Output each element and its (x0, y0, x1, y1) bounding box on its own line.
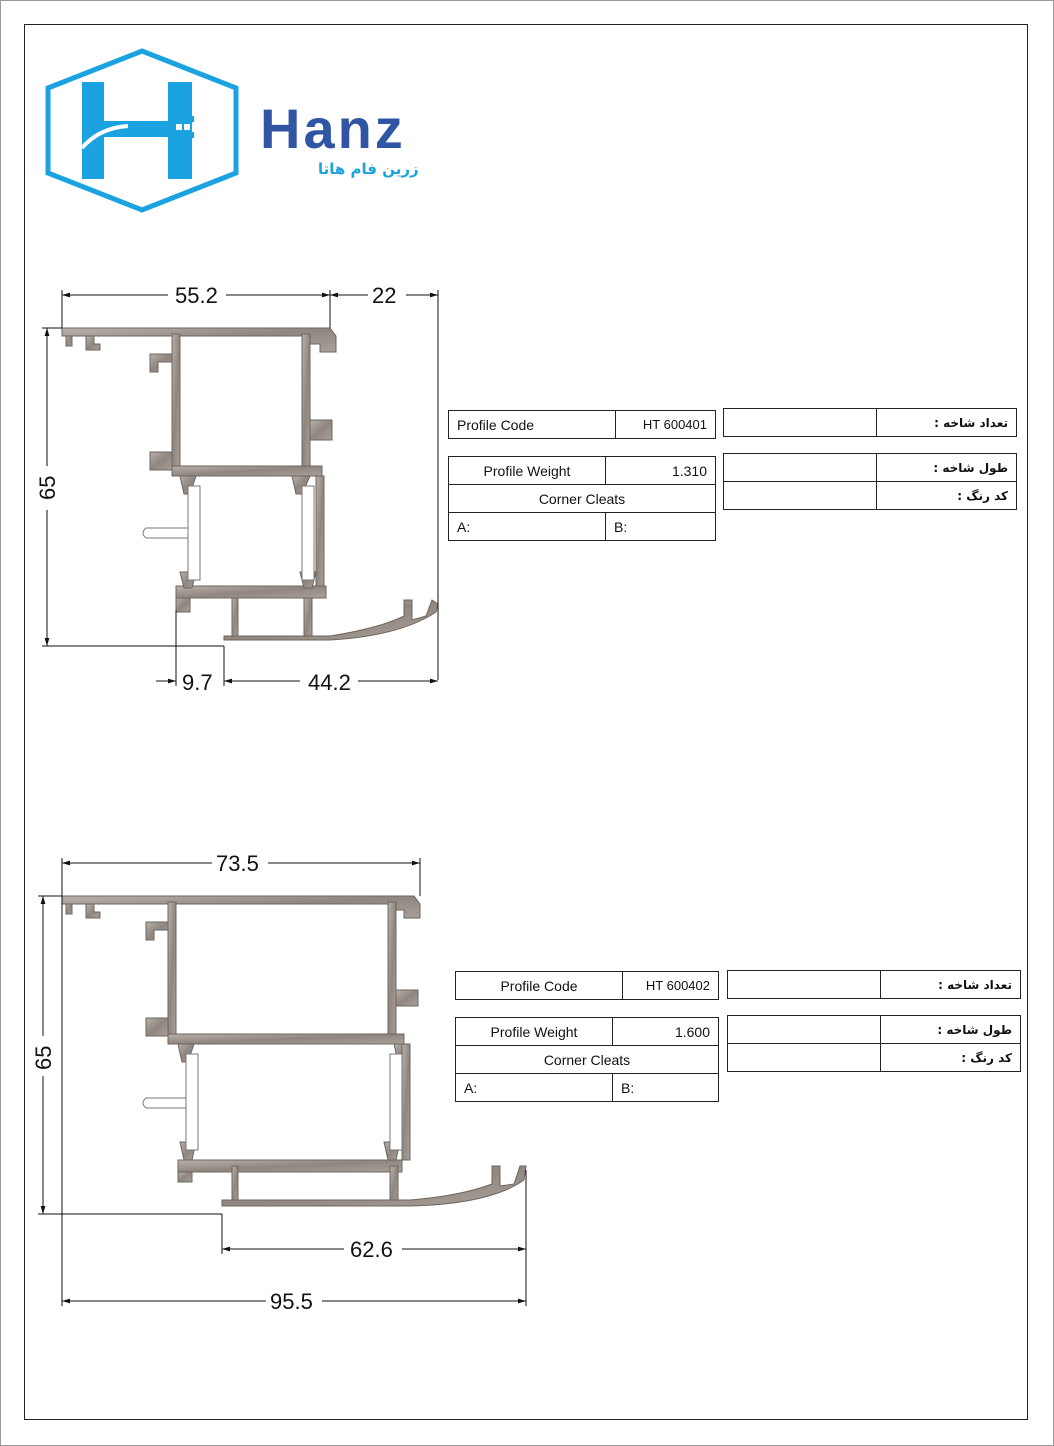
p2-length-value[interactable] (728, 1016, 881, 1044)
p2-color-label: کد رنگ : (881, 1044, 1021, 1072)
profile-1-section (62, 328, 438, 640)
p2-weight-label: Profile Weight (456, 1018, 613, 1046)
p1-color-value[interactable] (724, 482, 877, 510)
brand-name: Hanz (260, 97, 406, 160)
profile-2-dimensions (38, 858, 526, 1306)
p2-cleats-label: Corner Cleats (456, 1046, 719, 1074)
p1-length-value[interactable] (724, 454, 877, 482)
p1-a-label: A: (449, 513, 606, 541)
p2-a-label: A: (456, 1074, 613, 1102)
dim-p2-bottom-total: 95.5 (270, 1289, 313, 1314)
p1-code-label: Profile Code (449, 411, 616, 439)
dim-p1-bottom-a: 9.7 (182, 670, 213, 695)
p2-code-value: HT 600402 (623, 972, 719, 1000)
p1-count-label: تعداد شاخه : (877, 409, 1017, 437)
p2-code-label: Profile Code (456, 972, 623, 1000)
dim-p1-bottom-b: 44.2 (308, 670, 351, 695)
dim-p2-height: 65 (31, 1045, 56, 1070)
dim-p1-height: 65 (35, 475, 60, 500)
p2-count-table (727, 970, 1021, 999)
p1-b-label: B: (606, 513, 716, 541)
p2-weight-table (455, 1017, 719, 1102)
p2-count-value[interactable] (728, 971, 881, 999)
p1-weight-table (448, 456, 716, 541)
p2-length-color-table (727, 1015, 1021, 1072)
p1-weight-label: Profile Weight (449, 457, 606, 485)
p1-code-value: HT 600401 (616, 411, 716, 439)
p1-length-label: طول شاخه : (877, 454, 1017, 482)
p2-code-table (455, 971, 719, 1000)
p2-color-value[interactable] (728, 1044, 881, 1072)
dim-p2-bottom-a: 62.6 (350, 1237, 393, 1262)
p1-length-color-table (723, 453, 1017, 510)
p1-weight-value: 1.310 (606, 457, 716, 485)
dim-p1-top-a: 55.2 (175, 283, 218, 308)
p1-count-table (723, 408, 1017, 437)
p2-weight-value: 1.600 (613, 1018, 719, 1046)
p1-code-table (448, 410, 716, 439)
p1-cleats-label: Corner Cleats (449, 485, 716, 513)
p1-count-value[interactable] (724, 409, 877, 437)
dim-p2-top: 73.5 (216, 851, 259, 876)
brand-subtitle: زرین فام هاتا (318, 160, 419, 178)
p2-b-label: B: (613, 1074, 719, 1102)
p2-count-label: تعداد شاخه : (881, 971, 1021, 999)
p1-color-label: کد رنگ : (877, 482, 1017, 510)
dim-p1-top-b: 22 (372, 283, 397, 308)
p2-length-label: طول شاخه : (881, 1016, 1021, 1044)
